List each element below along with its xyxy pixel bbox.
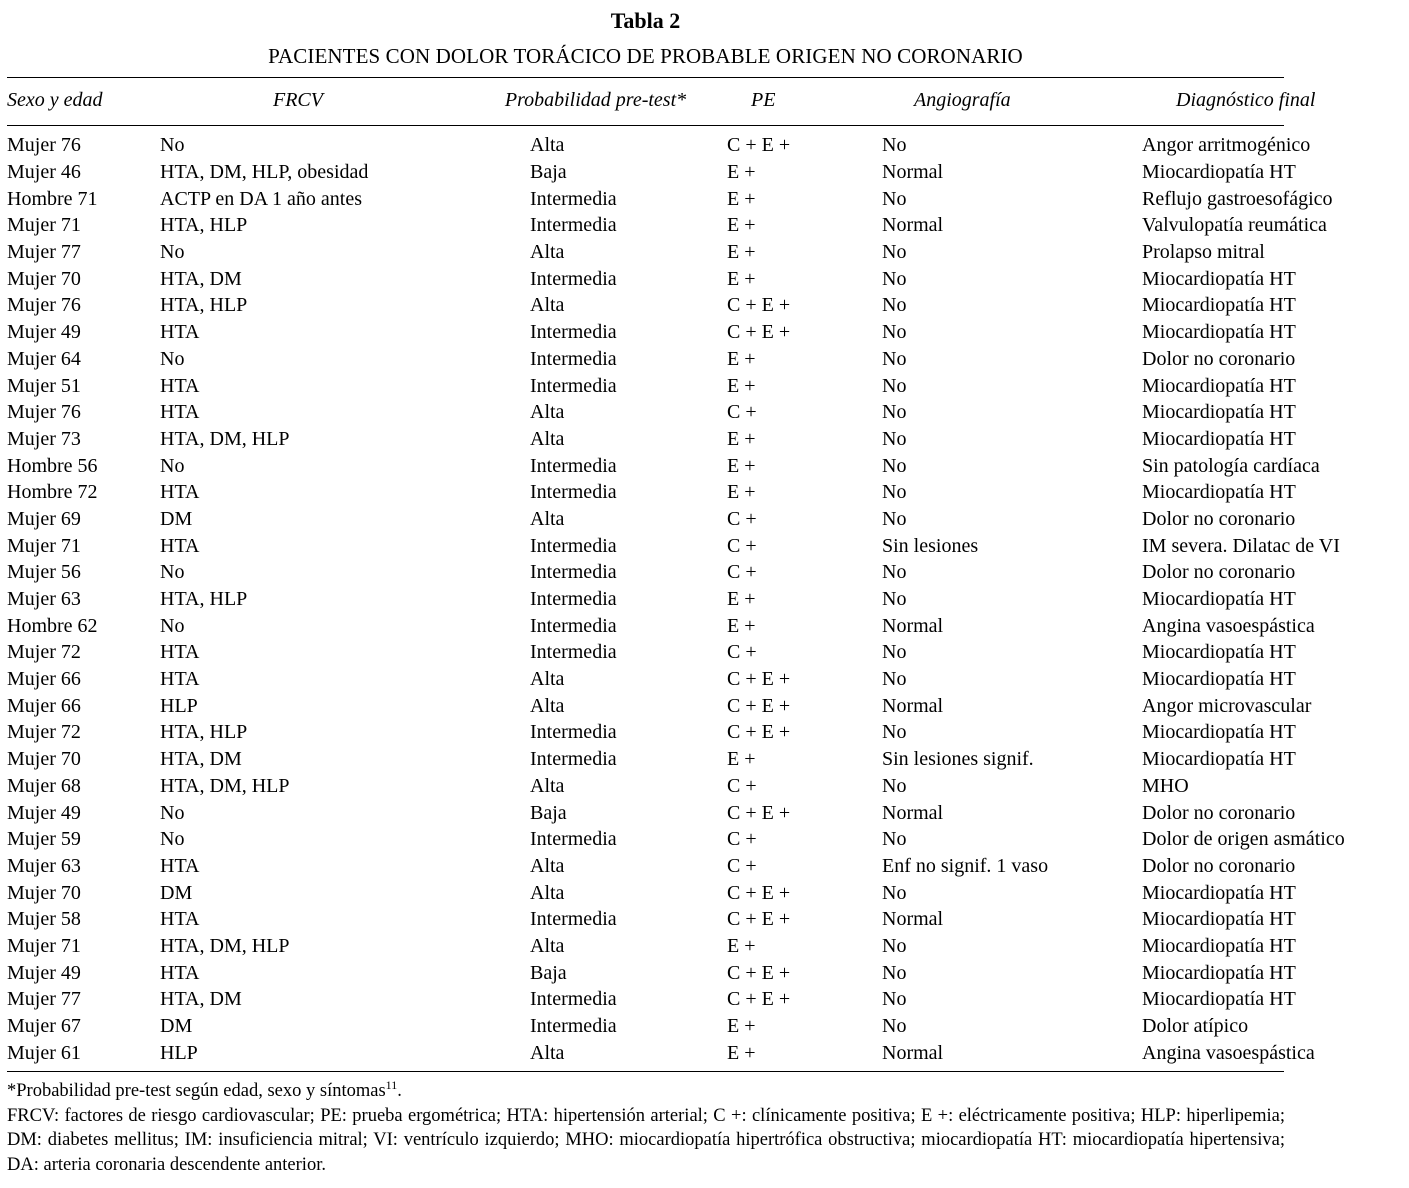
table-subtitle: PACIENTES CON DOLOR TORÁCICO DE PROBABLE ORIGEN NO CORONARIO bbox=[268, 44, 1023, 68]
cell-angiografia: Normal bbox=[882, 801, 944, 824]
cell-pe: C + E + bbox=[727, 294, 791, 317]
cell-sexo-edad: Mujer 76 bbox=[7, 134, 81, 157]
cell-frcv: No bbox=[160, 828, 185, 851]
cell-probabilidad: Intermedia bbox=[530, 588, 617, 611]
cell-frcv: HTA, HLP bbox=[160, 294, 248, 317]
cell-pe: C + bbox=[727, 774, 757, 797]
cell-frcv: No bbox=[160, 134, 185, 157]
cell-frcv: HTA, DM, HLP bbox=[160, 934, 290, 957]
cell-sexo-edad: Mujer 59 bbox=[7, 828, 81, 851]
cell-probabilidad: Alta bbox=[530, 134, 565, 157]
cell-probabilidad: Intermedia bbox=[530, 534, 617, 557]
cell-probabilidad: Intermedia bbox=[530, 214, 617, 237]
cell-sexo-edad: Mujer 70 bbox=[7, 267, 81, 290]
cell-diagnostico: Miocardiopatía HT bbox=[1142, 321, 1296, 344]
cell-frcv: HTA, HLP bbox=[160, 214, 248, 237]
cell-probabilidad: Alta bbox=[530, 294, 565, 317]
cell-pe: E + bbox=[727, 614, 756, 637]
cell-probabilidad: Intermedia bbox=[530, 908, 617, 931]
table-row bbox=[7, 452, 1409, 479]
cell-probabilidad: Intermedia bbox=[530, 721, 617, 744]
table-row bbox=[7, 773, 1409, 800]
table-row bbox=[7, 639, 1409, 666]
cell-frcv: HTA bbox=[160, 908, 200, 931]
cell-pe: C + E + bbox=[727, 801, 791, 824]
cell-pe: C + bbox=[727, 534, 757, 557]
cell-angiografia: No bbox=[882, 294, 907, 317]
cell-pe: C + E + bbox=[727, 961, 791, 984]
cell-probabilidad: Baja bbox=[530, 161, 567, 184]
cell-pe: E + bbox=[727, 1041, 756, 1064]
cell-sexo-edad: Mujer 63 bbox=[7, 588, 81, 611]
cell-angiografia: No bbox=[882, 774, 907, 797]
cell-frcv: No bbox=[160, 454, 185, 477]
cell-probabilidad: Alta bbox=[530, 854, 565, 877]
table-title: Tabla 2 bbox=[610, 8, 681, 33]
table-row bbox=[7, 933, 1409, 960]
cell-frcv: HTA bbox=[160, 481, 200, 504]
cell-diagnostico: Valvulopatía reumática bbox=[1142, 214, 1327, 237]
cell-probabilidad: Intermedia bbox=[530, 1015, 617, 1038]
cell-angiografia: No bbox=[882, 641, 907, 664]
cell-frcv: HTA bbox=[160, 374, 200, 397]
cell-angiografia: Sin lesiones signif. bbox=[882, 748, 1034, 771]
cell-angiografia: No bbox=[882, 507, 907, 530]
table-row bbox=[7, 879, 1409, 906]
cell-frcv: HTA bbox=[160, 401, 200, 424]
footnote-probability bbox=[7, 1079, 1285, 1104]
cell-probabilidad: Intermedia bbox=[530, 374, 617, 397]
cell-diagnostico: Angor microvascular bbox=[1142, 694, 1312, 717]
cell-sexo-edad: Mujer 77 bbox=[7, 988, 81, 1011]
cell-frcv: No bbox=[160, 801, 185, 824]
cell-angiografia: No bbox=[882, 427, 907, 450]
cell-diagnostico: Angina vasoespástica bbox=[1142, 1041, 1315, 1064]
cell-frcv: ACTP en DA 1 año antes bbox=[160, 187, 363, 210]
cell-sexo-edad: Mujer 70 bbox=[7, 748, 81, 771]
cell-diagnostico: Miocardiopatía HT bbox=[1142, 401, 1296, 424]
cell-diagnostico: Dolor no coronario bbox=[1142, 561, 1296, 584]
cell-diagnostico: Miocardiopatía HT bbox=[1142, 588, 1296, 611]
table-body bbox=[7, 126, 1409, 1066]
cell-frcv: HTA bbox=[160, 668, 200, 691]
cell-sexo-edad: Mujer 51 bbox=[7, 374, 81, 397]
cell-frcv: No bbox=[160, 614, 185, 637]
cell-pe: C + bbox=[727, 641, 757, 664]
cell-sexo-edad: Mujer 64 bbox=[7, 347, 81, 370]
cell-pe: E + bbox=[727, 241, 756, 264]
cell-pe: E + bbox=[727, 187, 756, 210]
cell-angiografia: No bbox=[882, 881, 907, 904]
cell-sexo-edad: Mujer 70 bbox=[7, 881, 81, 904]
cell-sexo-edad: Hombre 56 bbox=[7, 454, 98, 477]
cell-frcv: HTA bbox=[160, 534, 200, 557]
cell-sexo-edad: Mujer 72 bbox=[7, 721, 81, 744]
cell-frcv: No bbox=[160, 561, 185, 584]
header-diagnostico: Diagnóstico final bbox=[1176, 89, 1316, 111]
footnote-reference: 11 bbox=[385, 1077, 398, 1092]
cell-sexo-edad: Mujer 58 bbox=[7, 908, 81, 931]
header-pe: PE bbox=[751, 89, 776, 111]
cell-sexo-edad: Mujer 76 bbox=[7, 401, 81, 424]
cell-angiografia: No bbox=[882, 721, 907, 744]
cell-diagnostico: Sin patología cardíaca bbox=[1142, 454, 1320, 477]
cell-diagnostico: Miocardiopatía HT bbox=[1142, 988, 1296, 1011]
cell-diagnostico: Miocardiopatía HT bbox=[1142, 934, 1296, 957]
table-row bbox=[7, 159, 1409, 186]
cell-sexo-edad: Mujer 77 bbox=[7, 241, 81, 264]
cell-diagnostico: Miocardiopatía HT bbox=[1142, 721, 1296, 744]
cell-diagnostico: Miocardiopatía HT bbox=[1142, 267, 1296, 290]
table-row bbox=[7, 346, 1409, 373]
table-row bbox=[7, 239, 1409, 266]
cell-sexo-edad: Mujer 49 bbox=[7, 321, 81, 344]
cell-angiografia: No bbox=[882, 828, 907, 851]
header-angiografia: Angiografía bbox=[914, 89, 1011, 111]
footnote-probability-text: *Probabilidad pre-test según edad, sexo y síntomas bbox=[7, 1081, 386, 1101]
cell-probabilidad: Alta bbox=[530, 507, 565, 530]
cell-sexo-edad: Mujer 71 bbox=[7, 214, 81, 237]
cell-frcv: HTA, DM bbox=[160, 267, 242, 290]
table-row bbox=[7, 986, 1409, 1013]
cell-frcv: HTA bbox=[160, 961, 200, 984]
table-row bbox=[7, 426, 1409, 453]
cell-probabilidad: Intermedia bbox=[530, 321, 617, 344]
cell-angiografia: Normal bbox=[882, 214, 944, 237]
cell-angiografia: No bbox=[882, 561, 907, 584]
footnote-probability-end: . bbox=[397, 1081, 402, 1101]
cell-probabilidad: Intermedia bbox=[530, 641, 617, 664]
cell-sexo-edad: Mujer 61 bbox=[7, 1041, 81, 1064]
cell-probabilidad: Alta bbox=[530, 934, 565, 957]
cell-pe: C + bbox=[727, 401, 757, 424]
cell-probabilidad: Intermedia bbox=[530, 748, 617, 771]
cell-pe: E + bbox=[727, 588, 756, 611]
cell-pe: E + bbox=[727, 934, 756, 957]
cell-pe: C + E + bbox=[727, 134, 791, 157]
cell-angiografia: No bbox=[882, 588, 907, 611]
cell-pe: C + E + bbox=[727, 908, 791, 931]
cell-diagnostico: Dolor no coronario bbox=[1142, 347, 1296, 370]
cell-pe: C + bbox=[727, 507, 757, 530]
table-row bbox=[7, 719, 1409, 746]
cell-diagnostico: Prolapso mitral bbox=[1142, 241, 1265, 264]
table-row bbox=[7, 399, 1409, 426]
cell-sexo-edad: Mujer 69 bbox=[7, 507, 81, 530]
table-row bbox=[7, 479, 1409, 506]
cell-angiografia: No bbox=[882, 454, 907, 477]
bottom-rule bbox=[7, 1071, 1284, 1072]
table-row bbox=[7, 612, 1409, 639]
cell-frcv: DM bbox=[160, 881, 193, 904]
cell-angiografia: No bbox=[882, 401, 907, 424]
cell-probabilidad: Alta bbox=[530, 241, 565, 264]
cell-probabilidad: Intermedia bbox=[530, 454, 617, 477]
table-row bbox=[7, 212, 1409, 239]
cell-angiografia: No bbox=[882, 347, 907, 370]
cell-diagnostico: Miocardiopatía HT bbox=[1142, 374, 1296, 397]
cell-sexo-edad: Mujer 73 bbox=[7, 427, 81, 450]
cell-sexo-edad: Hombre 72 bbox=[7, 481, 98, 504]
cell-diagnostico: Miocardiopatía HT bbox=[1142, 908, 1296, 931]
cell-probabilidad: Alta bbox=[530, 774, 565, 797]
cell-sexo-edad: Mujer 67 bbox=[7, 1015, 81, 1038]
cell-probabilidad: Alta bbox=[530, 668, 565, 691]
table-row bbox=[7, 532, 1409, 559]
cell-frcv: HTA bbox=[160, 641, 200, 664]
cell-pe: C + bbox=[727, 561, 757, 584]
cell-sexo-edad: Mujer 56 bbox=[7, 561, 81, 584]
cell-frcv: No bbox=[160, 347, 185, 370]
cell-sexo-edad: Mujer 46 bbox=[7, 161, 81, 184]
cell-probabilidad: Intermedia bbox=[530, 187, 617, 210]
cell-probabilidad: Alta bbox=[530, 1041, 565, 1064]
cell-angiografia: Enf no signif. 1 vaso bbox=[882, 854, 1049, 877]
cell-angiografia: Normal bbox=[882, 694, 944, 717]
cell-pe: C + E + bbox=[727, 988, 791, 1011]
cell-pe: C + E + bbox=[727, 694, 791, 717]
table-row bbox=[7, 1013, 1409, 1040]
table-row bbox=[7, 292, 1409, 319]
header-row bbox=[7, 88, 1409, 126]
cell-angiografia: Normal bbox=[882, 614, 944, 637]
cell-pe: E + bbox=[727, 347, 756, 370]
cell-angiografia: No bbox=[882, 1015, 907, 1038]
table-row bbox=[7, 853, 1409, 880]
cell-diagnostico: Miocardiopatía HT bbox=[1142, 294, 1296, 317]
cell-diagnostico: Reflujo gastroesofágico bbox=[1142, 187, 1333, 210]
cell-pe: E + bbox=[727, 161, 756, 184]
cell-diagnostico: Miocardiopatía HT bbox=[1142, 641, 1296, 664]
cell-diagnostico: Dolor de origen asmático bbox=[1142, 828, 1345, 851]
cell-pe: E + bbox=[727, 427, 756, 450]
cell-angiografia: Normal bbox=[882, 908, 944, 931]
cell-frcv: HTA, DM, HLP, obesidad bbox=[160, 161, 369, 184]
cell-angiografia: No bbox=[882, 267, 907, 290]
table-row bbox=[7, 506, 1409, 533]
table-row bbox=[7, 319, 1409, 346]
cell-diagnostico: Dolor no coronario bbox=[1142, 801, 1296, 824]
cell-diagnostico: IM severa. Dilatac de VI bbox=[1142, 534, 1340, 557]
cell-probabilidad: Baja bbox=[530, 801, 567, 824]
cell-diagnostico: Dolor no coronario bbox=[1142, 854, 1296, 877]
cell-pe: E + bbox=[727, 748, 756, 771]
cell-probabilidad: Baja bbox=[530, 961, 567, 984]
cell-sexo-edad: Mujer 72 bbox=[7, 641, 81, 664]
header-frcv: FRCV bbox=[273, 89, 323, 111]
footnote-abbreviations: FRCV: factores de riesgo cardiovascular; PE: prueba ergométrica; HTA: hipertensión arterial; C +: clínicamente positiva; E +: eléctricamente positiva; HLP: hiperlipemia; DM: diabetes mellitus; IM: insuficiencia mitral; VI: ventrículo izquierdo; MHO: miocardiopatía hipertrófica obstructiva; miocardiopatía HT: miocardiopatía hipertensiva; DA: arteria coronaria descendente anterior. bbox=[7, 1105, 1285, 1175]
cell-pe: E + bbox=[727, 214, 756, 237]
table-row bbox=[7, 265, 1409, 292]
table-row bbox=[7, 666, 1409, 693]
cell-pe: E + bbox=[727, 374, 756, 397]
cell-probabilidad: Intermedia bbox=[530, 988, 617, 1011]
cell-probabilidad: Alta bbox=[530, 694, 565, 717]
cell-frcv: HTA, DM bbox=[160, 748, 242, 771]
cell-diagnostico: MHO bbox=[1142, 774, 1189, 797]
cell-probabilidad: Intermedia bbox=[530, 347, 617, 370]
cell-pe: C + bbox=[727, 854, 757, 877]
cell-frcv: No bbox=[160, 241, 185, 264]
cell-frcv: HTA bbox=[160, 321, 200, 344]
cell-pe: C + E + bbox=[727, 668, 791, 691]
table-row bbox=[7, 372, 1409, 399]
cell-probabilidad: Intermedia bbox=[530, 614, 617, 637]
table-row bbox=[7, 746, 1409, 773]
cell-diagnostico: Miocardiopatía HT bbox=[1142, 748, 1296, 771]
cell-frcv: HTA, HLP bbox=[160, 721, 248, 744]
cell-angiografia: No bbox=[882, 934, 907, 957]
cell-angiografia: No bbox=[882, 241, 907, 264]
cell-angiografia: No bbox=[882, 187, 907, 210]
cell-diagnostico: Miocardiopatía HT bbox=[1142, 961, 1296, 984]
table-row bbox=[7, 959, 1409, 986]
cell-angiografia: No bbox=[882, 961, 907, 984]
cell-pe: C + E + bbox=[727, 721, 791, 744]
cell-sexo-edad: Mujer 63 bbox=[7, 854, 81, 877]
cell-pe: E + bbox=[727, 267, 756, 290]
table-row bbox=[7, 906, 1409, 933]
cell-sexo-edad: Mujer 76 bbox=[7, 294, 81, 317]
cell-sexo-edad: Mujer 71 bbox=[7, 534, 81, 557]
cell-pe: E + bbox=[727, 1015, 756, 1038]
cell-sexo-edad: Hombre 62 bbox=[7, 614, 98, 637]
cell-sexo-edad: Hombre 71 bbox=[7, 187, 98, 210]
cell-sexo-edad: Mujer 49 bbox=[7, 961, 81, 984]
cell-diagnostico: Miocardiopatía HT bbox=[1142, 161, 1296, 184]
cell-frcv: HTA, DM bbox=[160, 988, 242, 1011]
cell-diagnostico: Miocardiopatía HT bbox=[1142, 481, 1296, 504]
cell-probabilidad: Alta bbox=[530, 881, 565, 904]
cell-frcv: HLP bbox=[160, 1041, 198, 1064]
cell-sexo-edad: Mujer 71 bbox=[7, 934, 81, 957]
cell-angiografia: No bbox=[882, 134, 907, 157]
table-row bbox=[7, 826, 1409, 853]
cell-diagnostico: Miocardiopatía HT bbox=[1142, 881, 1296, 904]
cell-angiografia: Normal bbox=[882, 161, 944, 184]
table-row bbox=[7, 692, 1409, 719]
table-row bbox=[7, 126, 1409, 159]
cell-probabilidad: Intermedia bbox=[530, 828, 617, 851]
cell-diagnostico: Dolor no coronario bbox=[1142, 507, 1296, 530]
cell-probabilidad: Intermedia bbox=[530, 561, 617, 584]
cell-sexo-edad: Mujer 49 bbox=[7, 801, 81, 824]
table-row bbox=[7, 799, 1409, 826]
cell-angiografia: Normal bbox=[882, 1041, 944, 1064]
cell-diagnostico: Miocardiopatía HT bbox=[1142, 427, 1296, 450]
cell-probabilidad: Intermedia bbox=[530, 267, 617, 290]
cell-frcv: DM bbox=[160, 1015, 193, 1038]
cell-probabilidad: Intermedia bbox=[530, 481, 617, 504]
top-rule bbox=[7, 77, 1284, 78]
patients-table bbox=[7, 88, 1409, 1066]
header-sexo-edad: Sexo y edad bbox=[7, 89, 103, 111]
cell-pe: E + bbox=[727, 454, 756, 477]
cell-diagnostico: Angina vasoespástica bbox=[1142, 614, 1315, 637]
cell-sexo-edad: Mujer 66 bbox=[7, 668, 81, 691]
cell-sexo-edad: Mujer 66 bbox=[7, 694, 81, 717]
cell-probabilidad: Alta bbox=[530, 401, 565, 424]
cell-frcv: HTA bbox=[160, 854, 200, 877]
cell-angiografia: No bbox=[882, 668, 907, 691]
cell-pe: C + E + bbox=[727, 881, 791, 904]
cell-angiografia: No bbox=[882, 988, 907, 1011]
cell-diagnostico: Angor arritmogénico bbox=[1142, 134, 1311, 157]
cell-frcv: HTA, HLP bbox=[160, 588, 248, 611]
header-probabilidad: Probabilidad pre-test* bbox=[504, 89, 687, 111]
cell-angiografia: Sin lesiones bbox=[882, 534, 979, 557]
cell-frcv: DM bbox=[160, 507, 193, 530]
cell-frcv: HLP bbox=[160, 694, 198, 717]
cell-frcv: HTA, DM, HLP bbox=[160, 774, 290, 797]
cell-angiografia: No bbox=[882, 374, 907, 397]
cell-diagnostico: Dolor atípico bbox=[1142, 1015, 1249, 1038]
cell-frcv: HTA, DM, HLP bbox=[160, 427, 290, 450]
table-row bbox=[7, 559, 1409, 586]
cell-pe: C + E + bbox=[727, 321, 791, 344]
cell-probabilidad: Alta bbox=[530, 427, 565, 450]
cell-pe: E + bbox=[727, 481, 756, 504]
cell-diagnostico: Miocardiopatía HT bbox=[1142, 668, 1296, 691]
table-row bbox=[7, 586, 1409, 613]
footnotes bbox=[7, 1079, 1285, 1177]
table-row bbox=[7, 1039, 1409, 1066]
cell-angiografia: No bbox=[882, 321, 907, 344]
table-row bbox=[7, 185, 1409, 212]
cell-angiografia: No bbox=[882, 481, 907, 504]
cell-pe: C + bbox=[727, 828, 757, 851]
cell-sexo-edad: Mujer 68 bbox=[7, 774, 81, 797]
